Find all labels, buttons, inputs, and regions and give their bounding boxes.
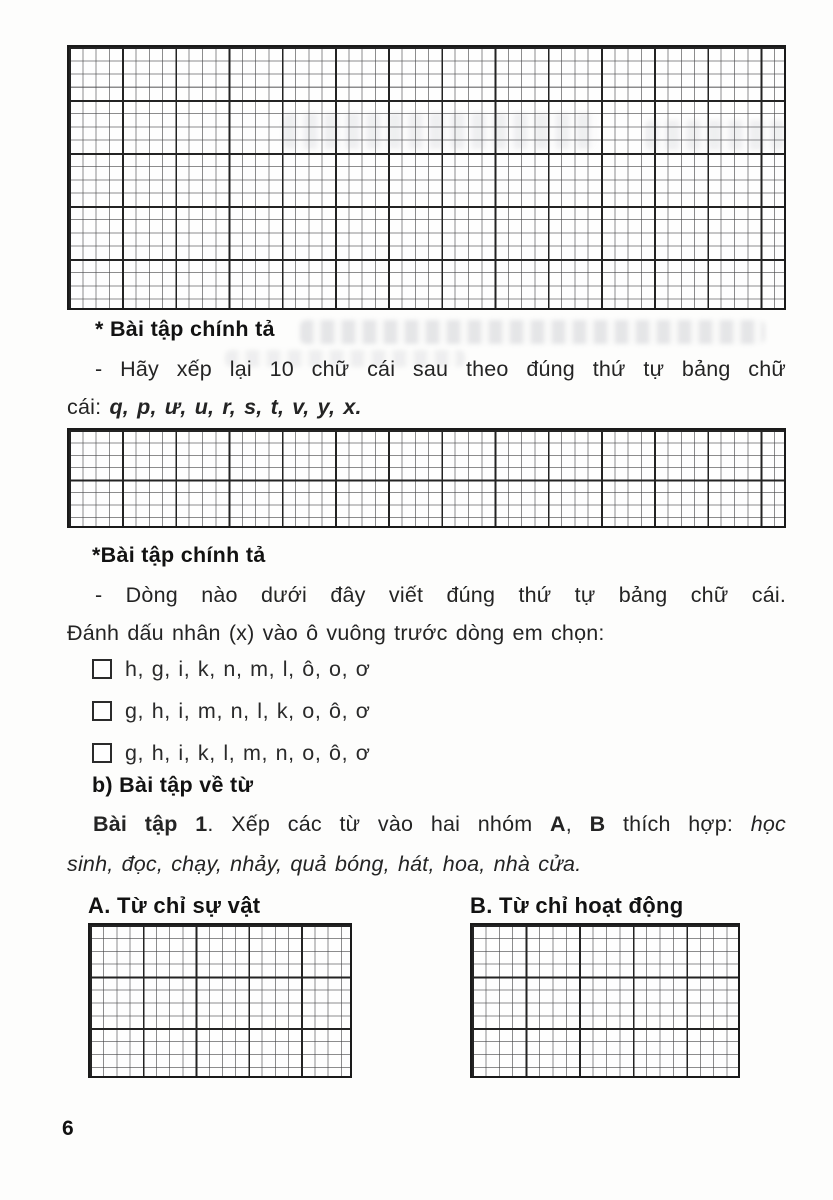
- letters-list: q, p, ư, u, r, s, t, v, y, x.: [109, 395, 362, 419]
- answer-option-row: [92, 741, 370, 766]
- answer-checkbox-3[interactable]: [92, 743, 112, 763]
- section1-heading: * Bài tập chính tả: [95, 317, 275, 341]
- answer-option-label: g, h, i, m, n, l, k, o, ô, ơ: [125, 699, 371, 723]
- answer-checkbox-2[interactable]: [92, 701, 112, 721]
- letters-list-prefix: cái:: [67, 395, 110, 419]
- column-b-header: B. Từ chỉ hoạt động: [470, 893, 684, 918]
- section2-heading: *Bài tập chính tả: [92, 543, 266, 567]
- answer-option-label: g, h, i, k, l, m, n, o, ô, ơ: [125, 741, 371, 765]
- task1-text: . Xếp các từ vào hai nhóm: [207, 812, 551, 836]
- section1-paragraph-line1: - Hãy xếp lại 10 chữ cái sau theo đúng thứ tự bảng chữ: [95, 357, 786, 381]
- section1-paragraph-line2: [67, 395, 362, 420]
- task1-text-tail: thích hợp:: [605, 812, 751, 836]
- column-a-header: A. Từ chỉ sự vật: [88, 893, 261, 918]
- group-separator: ,: [565, 812, 590, 836]
- group-a-letter: A: [550, 812, 566, 836]
- task1-line1: [67, 812, 786, 837]
- section3-heading: b) Bài tập về từ: [92, 773, 254, 797]
- section2-paragraph-line1: - Dòng nào dưới đây viết đúng thứ tự bảng chữ cái.: [95, 583, 786, 607]
- answer-checkbox-1[interactable]: [92, 659, 112, 679]
- group-b-letter: B: [589, 812, 606, 836]
- answer-option-row: [92, 699, 370, 724]
- task1-label: Bài tập 1: [93, 812, 208, 836]
- writing-grid-column-b[interactable]: [470, 923, 740, 1078]
- writing-grid-top[interactable]: [67, 45, 786, 310]
- answer-option-label: h, g, i, k, n, m, l, ô, o, ơ: [125, 657, 371, 681]
- word-list-start: học: [750, 812, 786, 836]
- page-number: 6: [62, 1117, 74, 1140]
- bleedthrough-artifact: [300, 320, 765, 344]
- section2-paragraph-line2: Đánh dấu nhân (x) vào ô vuông trước dòng em chọn:: [67, 621, 605, 645]
- writing-grid-column-a[interactable]: [88, 923, 352, 1078]
- writing-grid-middle[interactable]: [67, 428, 786, 528]
- answer-option-row: [92, 657, 370, 682]
- task1-line2-word-list: sinh, đọc, chạy, nhảy, quả bóng, hát, hoa, nhà cửa.: [67, 852, 582, 876]
